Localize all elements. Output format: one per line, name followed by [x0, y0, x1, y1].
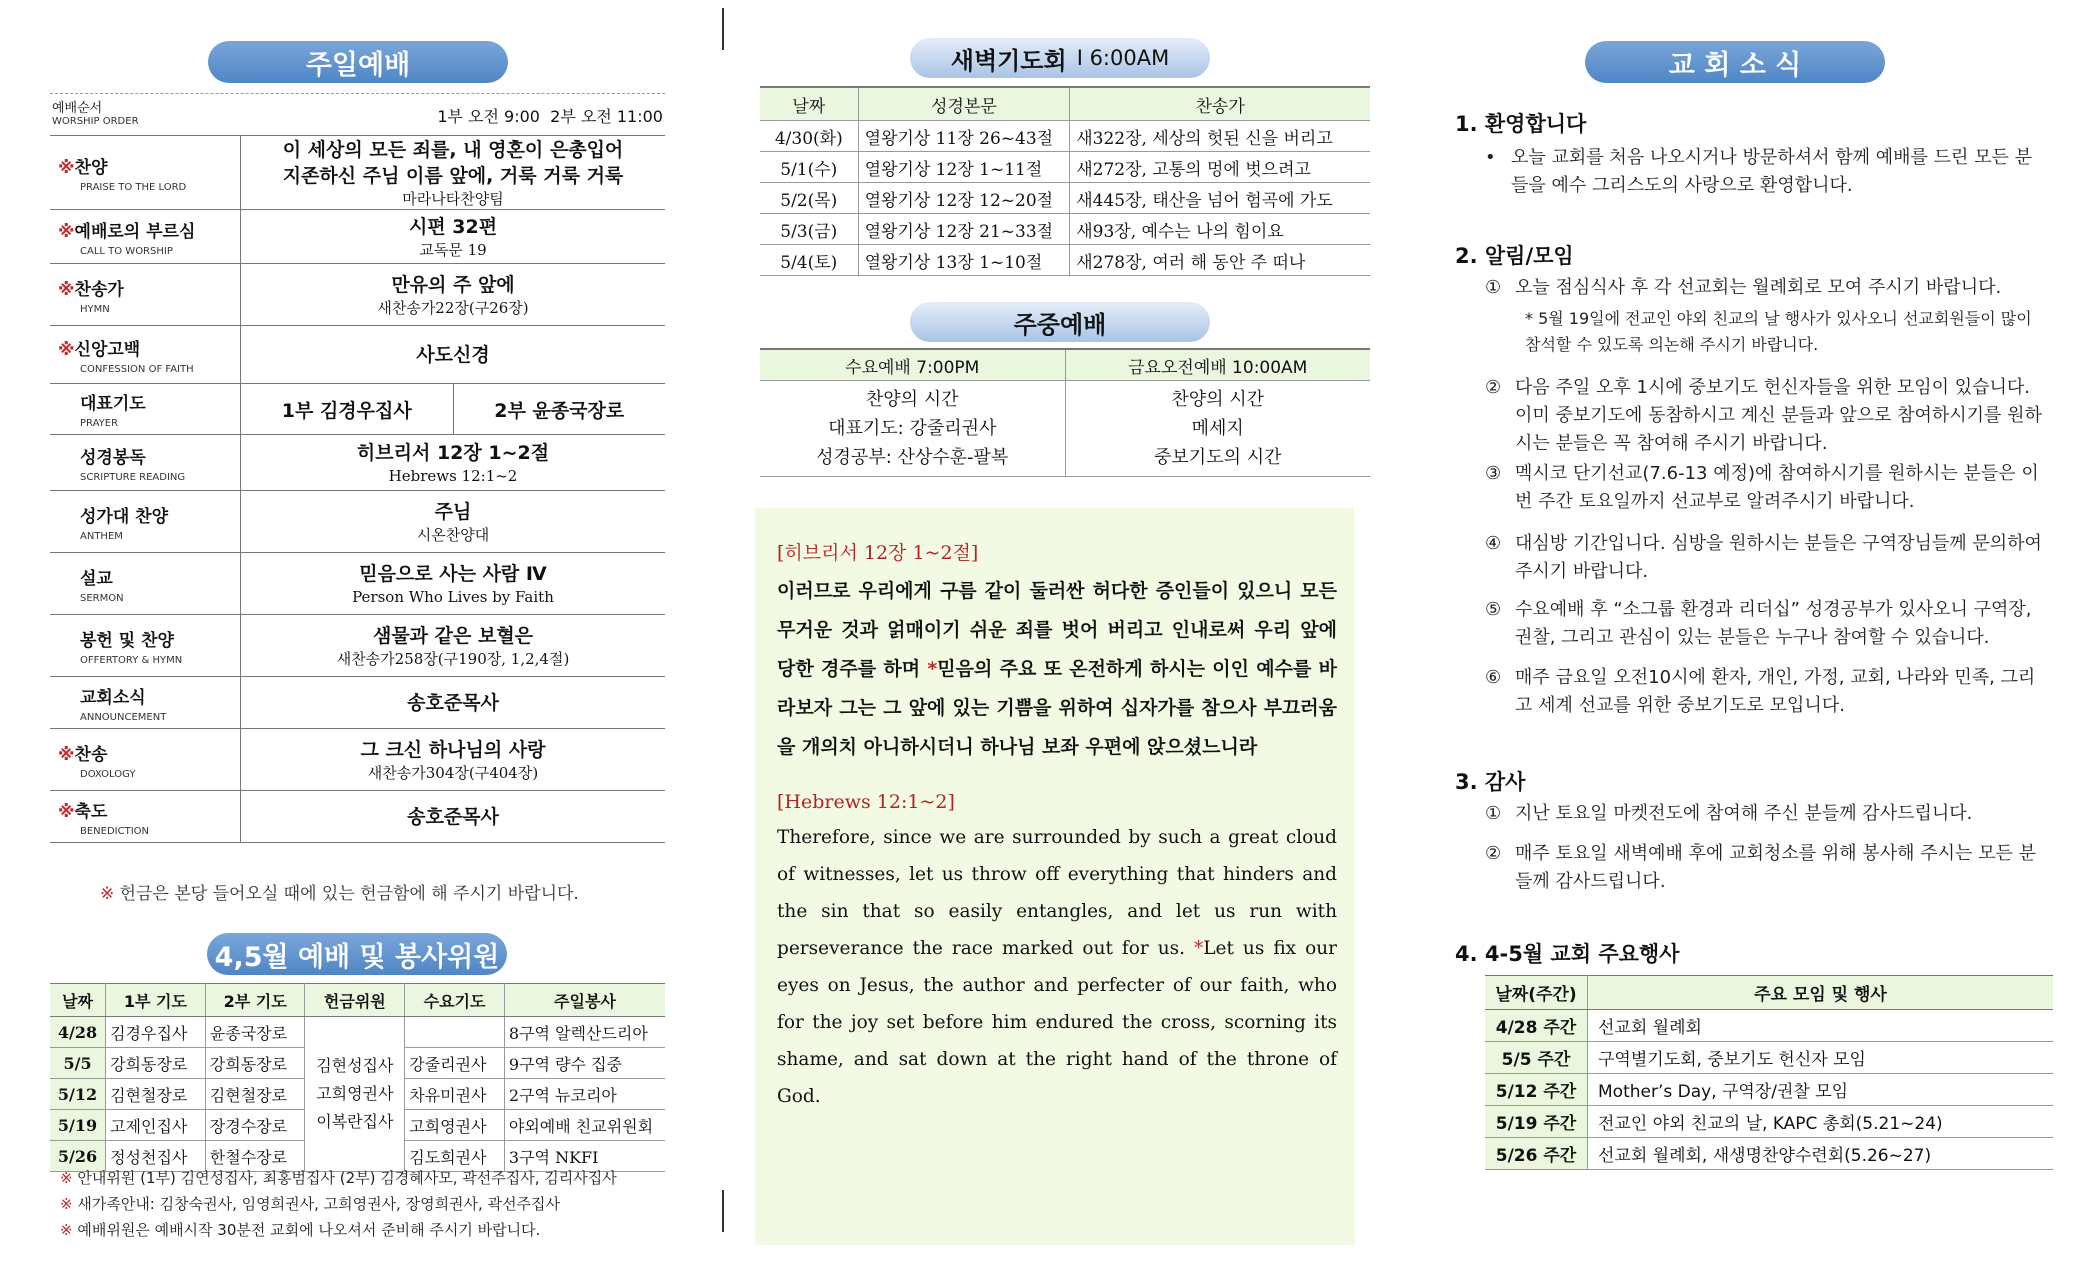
dawn-header-cell: 찬송가 — [1070, 87, 1370, 121]
order-item-detail: 마라나타찬양팀 — [402, 189, 504, 208]
event-week: 5/12 주간 — [1485, 1074, 1588, 1106]
order-item-name: ※신앙고백 — [58, 339, 141, 360]
events-header-row — [1485, 976, 2053, 1010]
volunteer-header-cell: 수요기도 — [405, 984, 505, 1017]
volunteer-prayer-2: 윤종국장로 — [205, 1017, 305, 1048]
dawn-header-cell: 날짜 — [760, 87, 858, 121]
event-week: 5/26 주간 — [1485, 1138, 1588, 1170]
order-item-name: ※찬양 — [58, 157, 108, 178]
volunteer-date: 5/12 — [50, 1079, 106, 1110]
order-item-detail: 새찬송가258장(구190장, 1,2,4절) — [336, 649, 570, 668]
order-item-content — [241, 677, 666, 729]
order-item-name-en: CONFESSION OF FAITH — [80, 363, 194, 375]
scripture-text-en: Therefore, since we are surrounded by such a great cloud of witnesses, let us throw off everything that hinders and the sin that so easily entangles, and let us run with perseverance the race marked out for us. *Let us fix our eyes on Jesus, the author and perfecter of our faith, who for the joy set before him endured the cross, scorning its shame, and sat down at the right hand of the throne of God. — [777, 827, 1337, 1107]
worship-order-row — [50, 264, 665, 326]
worship-order-row — [50, 210, 665, 264]
order-item-name-en: PRAYER — [80, 418, 119, 429]
notice-item: ⑤ 수요예배 후 “소그룹 환경과 리더십” 성경공부가 있사오니 구역장, 권찰, 그리고 관심이 있는 분들은 누구나 참여할 수 있습니다. — [1485, 599, 2032, 648]
footnote-worship-staff: ※ 예배위원은 예배시작 30분전 교회에 나오셔서 준비해 주시기 바랍니다. — [60, 1221, 541, 1239]
dawn-row — [760, 152, 1370, 183]
order-item-name-en: OFFERTORY & HYMN — [80, 654, 183, 666]
dawn-row — [760, 121, 1370, 152]
prayer-leader-1: 1부 김경우집사 — [281, 399, 412, 422]
order-item-name: 설교 — [80, 568, 113, 589]
order-item-content — [241, 435, 666, 491]
scripture-ref-ko: [히브리서 12장 1~2절] — [777, 542, 979, 564]
order-item-title: 그 크신 하나님의 사랑 — [360, 738, 546, 761]
volunteer-wed-prayer: 강줄리권사 — [405, 1048, 505, 1079]
dawn-row — [760, 183, 1370, 214]
notice-item: ③ 멕시코 단기선교(7.6-13 예정)에 참여하시기를 원하시는 분들은 이번 주간 토요일까지 선교부로 알려주시기 바랍니다. — [1485, 463, 2039, 512]
order-item-label — [50, 435, 241, 491]
order-item-label — [50, 615, 241, 677]
wednesday-header: 수요예배 7:00PM — [760, 349, 1065, 381]
order-item-title: 샘물과 같은 보혈은 — [372, 624, 534, 647]
welcome-text: • 오늘 교회를 처음 나오시거나 방문하셔서 함께 예배를 드린 모든 분들을 예수 그리스도의 사랑으로 환영합니다. — [1485, 147, 2032, 196]
footnote-newcomers: ※ 새가족안내: 김창숙권사, 임영희권사, 고희영권사, 장영희권사, 곽선주집사 — [60, 1195, 561, 1213]
volunteer-wed-prayer — [405, 1017, 505, 1048]
volunteer-sunday-service: 3구역 NKFI — [504, 1141, 665, 1172]
volunteer-title: 4,5월 예배 및 봉사위원 — [207, 933, 507, 975]
notice-item: ① 오늘 점심식사 후 각 선교회는 월례회로 모여 주시기 바랍니다. * 5월 19일에 전교인 야외 친교의 날 행사가 있사오니 선교회원들이 많이 참석할 수 있도록 의논해 주시기 바랍니다. — [1485, 274, 2043, 358]
notice-sub-note: * 5월 19일에 전교인 야외 친교의 날 행사가 있사오니 선교회원들이 많이 참석할 수 있도록 의논해 주시기 바랍니다. — [1525, 309, 2032, 354]
section-thanks-title: 3. 감사 — [1455, 770, 1526, 794]
dawn-hymn: 새93장, 예수는 나의 힘이요 — [1070, 214, 1370, 245]
volunteer-prayer-2: 강희동장로 — [205, 1048, 305, 1079]
notice-item: ④ 대심방 기간입니다. 심방을 원하시는 분들은 구역장님들께 문의하여 주시기 바랍니다. — [1485, 533, 2042, 582]
dawn-header-cell: 성경본문 — [858, 87, 1070, 121]
order-item-title: 송호준목사 — [407, 691, 499, 714]
order-item-name-en: HYMN — [80, 303, 110, 315]
notice-item: ② 다음 주일 오후 1시에 중보기도 헌신자들을 위한 모임이 있습니다. 이미 중보기도에 동참하시고 계신 분들과 앞으로 참여하시기를 원하시는 분들은 꼭 참여해 주시기 바랍니다. — [1485, 377, 2042, 454]
events-row — [1485, 1010, 2053, 1042]
order-item-content — [241, 210, 666, 264]
order-item-content — [241, 791, 666, 843]
order-item-label — [50, 677, 241, 729]
worship-order-row — [50, 791, 665, 843]
volunteer-sunday-service: 9구역 량수 집중 — [504, 1048, 665, 1079]
order-item-detail: Person Who Lives by Faith — [352, 587, 554, 606]
worship-order-row — [50, 491, 665, 553]
volunteer-prayer-1: 고제인집사 — [106, 1110, 206, 1141]
dawn-passage: 열왕기상 11장 26~43절 — [858, 121, 1070, 152]
volunteer-sunday-service: 2구역 뉴코리아 — [504, 1079, 665, 1110]
middle-column — [760, 0, 1370, 1275]
order-item-name: ※축도 — [58, 801, 108, 822]
volunteer-date: 4/28 — [50, 1017, 106, 1048]
scripture-text-ko: 이러므로 우리에게 구름 같이 둘러싼 허다한 증인들이 있으니 모든 무거운 것과 얽매이기 쉬운 죄를 벗어 버리고 인내로써 우리 앞에 당한 경주를 하며 *믿음의 주요 또 온전하게 하시는 이인 예수를 바라보자 그는 그 앞에 있는 기쁨을 위하여 십자가를 참으사 부끄러움을 개의치 아니하시더니 하나님 보좌 우편에 앉으셨느니라 — [777, 580, 1338, 758]
notice-item: ⑥ 매주 금요일 오전10시에 환자, 개인, 가정, 교회, 나라와 민족, 그리고 세계 선교를 위한 중보기도로 모입니다. — [1485, 667, 2036, 716]
order-item-name-en: ANTHEM — [80, 530, 123, 542]
dawn-date: 5/3(금) — [760, 214, 858, 245]
prayer-leaders — [241, 384, 666, 435]
dawn-passage: 열왕기상 12장 12~20절 — [858, 183, 1070, 214]
prayer-leader-2: 2부 윤종국장로 — [453, 384, 666, 434]
order-item-detail: 교독문 19 — [419, 240, 487, 259]
events-header-cell: 주요 모임 및 행사 — [1588, 976, 2054, 1010]
scripture-box — [755, 508, 1355, 1245]
column-divider-left — [722, 8, 724, 50]
volunteer-date: 5/19 — [50, 1110, 106, 1141]
dawn-row — [760, 245, 1370, 276]
volunteer-header-cell: 헌금위원 — [305, 984, 405, 1017]
order-item-label — [50, 553, 241, 615]
dawn-hymn: 새322장, 세상의 헛된 신을 버리고 — [1070, 121, 1370, 152]
worship-order-row — [50, 615, 665, 677]
order-item-content — [241, 136, 666, 210]
volunteer-date: 5/5 — [50, 1048, 106, 1079]
order-item-content — [241, 615, 666, 677]
order-item-name: 성가대 찬양 — [80, 506, 169, 527]
volunteer-table — [50, 983, 665, 1172]
thanks-item: ① 지난 토요일 마켓전도에 참여해 주신 분들께 감사드립니다. — [1485, 803, 1973, 824]
worship-order-row — [50, 435, 665, 491]
dawn-row — [760, 214, 1370, 245]
volunteer-prayer-1: 김경우집사 — [106, 1017, 206, 1048]
order-item-content — [241, 729, 666, 791]
weekday-worship-title: 주중예배 — [910, 302, 1210, 342]
events-row — [1485, 1106, 2053, 1138]
left-column — [50, 0, 665, 1275]
right-column — [1455, 0, 2070, 1275]
order-item-name-en: SCRIPTURE READING — [80, 471, 186, 483]
order-item-title-2: 지존하신 주님 이름 앞에, 거룩 거룩 거룩 — [282, 164, 624, 187]
weekday-worship-table — [760, 348, 1370, 477]
volunteer-row — [50, 1017, 665, 1048]
footnote-ushers: ※ 안내위원 (1부) 김연성집사, 최홍범집사 (2부) 김경혜사모, 곽선주집사, 김리사집사 — [60, 1169, 617, 1187]
order-item-title: 이 세상의 모든 죄를, 내 영혼이 은총입어 — [282, 138, 624, 161]
volunteer-prayer-2: 김현철장로 — [205, 1079, 305, 1110]
order-item-name: 교회소식 — [80, 687, 146, 708]
event-description: Mother’s Day, 구역장/권찰 모임 — [1588, 1074, 2054, 1106]
volunteer-wed-prayer: 차유미권사 — [405, 1079, 505, 1110]
worship-order-row — [50, 384, 665, 435]
order-item-name: ※찬송가 — [58, 279, 124, 300]
dawn-prayer-title: 새벽기도회 I 6:00AM — [910, 38, 1210, 78]
order-item-content — [241, 326, 666, 384]
order-item-name: 봉헌 및 찬양 — [80, 630, 174, 651]
order-item-content — [241, 553, 666, 615]
column-divider-left-bottom — [722, 1190, 724, 1232]
worship-order-label-en: WORSHIP ORDER — [52, 116, 139, 127]
order-item-name: ※예배로의 부르심 — [58, 221, 196, 242]
sunday-worship-title: 주일예배 — [208, 41, 508, 83]
volunteer-sunday-service: 야외예배 친교위원회 — [504, 1110, 665, 1141]
order-item-title: 만유의 주 앞에 — [391, 273, 515, 296]
volunteer-prayer-2: 장경수장로 — [205, 1110, 305, 1141]
event-week: 5/5 주간 — [1485, 1042, 1588, 1074]
volunteer-prayer-1: 정성천집사 — [106, 1141, 206, 1172]
volunteer-prayer-1: 김현철장로 — [106, 1079, 206, 1110]
worship-order-table — [50, 135, 665, 843]
order-item-label — [50, 210, 241, 264]
order-item-name-en: BENEDICTION — [80, 825, 150, 837]
church-news-title: 교 회 소 식 — [1585, 41, 1885, 83]
order-item-detail: 새찬송가22장(구26장) — [377, 298, 529, 317]
order-item-label — [50, 326, 241, 384]
volunteer-prayer-2: 한철수장로 — [205, 1141, 305, 1172]
wednesday-program: 찬양의 시간 대표기도: 강줄리권사 성경공부: 산상수훈-팔복 — [760, 381, 1065, 477]
event-description: 선교회 월례회 — [1588, 1010, 2054, 1042]
worship-order-row — [50, 677, 665, 729]
dawn-hymn: 새445장, 태산을 넘어 험곡에 가도 — [1070, 183, 1370, 214]
event-description: 전교인 야외 친교의 날, KAPC 총회(5.21~24) — [1588, 1106, 2054, 1138]
dawn-passage: 열왕기상 12장 21~33절 — [858, 214, 1070, 245]
order-item-title: 사도신경 — [416, 343, 490, 366]
section-welcome-title: 1. 환영합니다 — [1455, 112, 1587, 136]
worship-order-label: 예배순서 — [52, 101, 103, 116]
section-events-title: 4. 4-5월 교회 주요행사 — [1455, 942, 1680, 966]
offering-note: ※ 헌금은 본당 들어오실 때에 있는 헌금함에 해 주시기 바랍니다. — [100, 884, 579, 904]
worship-order-row — [50, 326, 665, 384]
order-item-detail: 새찬송가304장(구404장) — [367, 763, 539, 782]
dawn-hymn: 새272장, 고통의 멍에 벗으려고 — [1070, 152, 1370, 183]
order-item-name-en: ANNOUNCEMENT — [80, 711, 167, 723]
volunteer-wed-prayer: 김도희권사 — [405, 1141, 505, 1172]
thanks-item: ② 매주 토요일 새벽예배 후에 교회청소를 위해 봉사해 주시는 모든 분들께 감사드립니다. — [1485, 843, 2036, 892]
scripture-ref-en: [Hebrews 12:1~2] — [777, 791, 955, 813]
events-row — [1485, 1138, 2053, 1170]
order-item-name: 대표기도 — [80, 394, 146, 414]
order-item-label — [50, 136, 241, 210]
volunteer-sunday-service: 8구역 알렉산드리아 — [504, 1017, 665, 1048]
order-item-label — [50, 491, 241, 553]
order-item-label — [50, 384, 241, 435]
order-item-name-en: DOXOLOGY — [80, 768, 136, 780]
events-row — [1485, 1042, 2053, 1074]
event-description: 선교회 월례회, 새생명찬양수련회(5.26~27) — [1588, 1138, 2054, 1170]
order-item-name-en: PRAISE TO THE LORD — [80, 181, 187, 193]
worship-order-row — [50, 136, 665, 210]
friday-program: 찬양의 시간 메세지 중보기도의 시간 — [1065, 381, 1370, 477]
volunteer-wed-prayer: 고희영권사 — [405, 1110, 505, 1141]
dawn-date: 5/4(토) — [760, 245, 858, 276]
order-item-name: 성경봉독 — [80, 447, 146, 468]
worship-order-header — [50, 93, 665, 134]
dawn-passage: 열왕기상 12장 1~11절 — [858, 152, 1070, 183]
dawn-date: 5/1(수) — [760, 152, 858, 183]
dawn-prayer-table — [760, 86, 1370, 276]
offering-committee: 김현성집사 고희영권사 이복란집사 — [305, 1017, 405, 1172]
service-times: 1부 오전 9:00 2부 오전 11:00 — [437, 107, 663, 126]
volunteer-date: 5/26 — [50, 1141, 106, 1172]
events-row — [1485, 1074, 2053, 1106]
worship-order-row — [50, 553, 665, 615]
volunteer-prayer-1: 강희동장로 — [106, 1048, 206, 1079]
order-item-title: 주님 — [434, 500, 472, 523]
order-item-content — [241, 264, 666, 326]
events-table — [1485, 975, 2053, 1170]
dawn-date: 4/30(화) — [760, 121, 858, 152]
worship-order-row — [50, 729, 665, 791]
order-item-title: 히브리서 12장 1~2절 — [356, 441, 550, 464]
order-item-name: ※찬송 — [58, 744, 108, 765]
event-week: 5/19 주간 — [1485, 1106, 1588, 1138]
events-header-cell: 날짜(주간) — [1485, 976, 1588, 1010]
order-item-detail: 시온찬양대 — [416, 525, 490, 544]
section-notices-title: 2. 알림/모임 — [1455, 244, 1574, 268]
volunteer-header-cell: 2부 기도 — [205, 984, 305, 1017]
order-item-name-en: CALL TO WORSHIP — [80, 245, 173, 257]
dawn-hymn: 새278장, 여러 해 동안 주 떠나 — [1070, 245, 1370, 276]
order-item-content — [241, 491, 666, 553]
dawn-header-row — [760, 87, 1370, 121]
event-description: 구역별기도회, 중보기도 헌신자 모임 — [1588, 1042, 2054, 1074]
volunteer-header-cell: 주일봉사 — [504, 984, 665, 1017]
order-item-label — [50, 264, 241, 326]
dawn-date: 5/2(목) — [760, 183, 858, 214]
order-item-name-en: SERMON — [80, 592, 124, 604]
order-item-label — [50, 729, 241, 791]
dawn-passage: 열왕기상 13장 1~10절 — [858, 245, 1070, 276]
volunteer-header-cell: 날짜 — [50, 984, 106, 1017]
friday-header: 금요오전예배 10:00AM — [1065, 349, 1370, 381]
order-item-label — [50, 791, 241, 843]
order-item-detail: Hebrews 12:1~2 — [388, 466, 518, 485]
event-week: 4/28 주간 — [1485, 1010, 1588, 1042]
order-item-title: 송호준목사 — [407, 805, 499, 828]
volunteer-header-row — [50, 984, 665, 1017]
volunteer-header-cell: 1부 기도 — [106, 984, 206, 1017]
order-item-title: 시편 32편 — [408, 215, 498, 238]
order-item-title: 믿음으로 사는 사람 Ⅳ — [359, 562, 547, 585]
